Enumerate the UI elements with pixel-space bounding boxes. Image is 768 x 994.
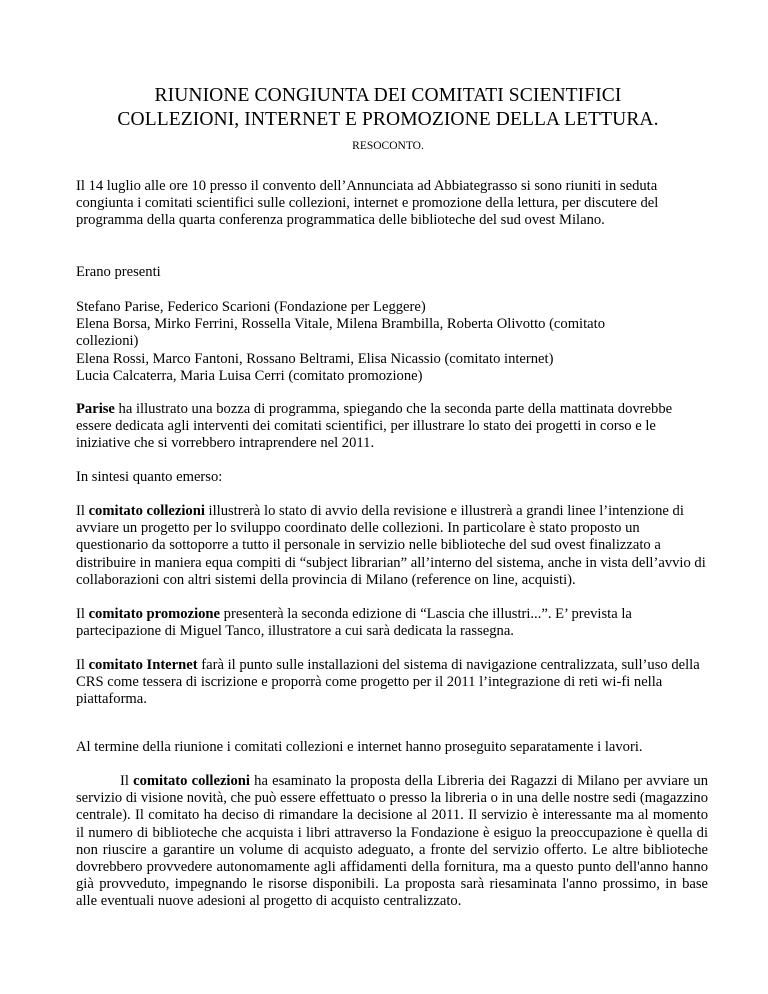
attendee-line: Elena Rossi, Marco Fantoni, Rossano Beltrami, Elisa Nicassio (comitato internet) (76, 350, 554, 367)
final-paragraph (76, 773, 708, 911)
attendee-line: Stefano Parise, Federico Scarioni (Fondazione per Leggere) (76, 299, 426, 315)
collezioni-label: comitato collezioni (88, 503, 205, 519)
document-title (76, 84, 700, 132)
final-label: comitato collezioni (133, 773, 250, 789)
parise-text: ha illustrato una bozza di programma, spiegando che la seconda parte della mattinata dovrebbe essere dedicata agli interventi dei comitati scientifici, per illustrare lo stato dei progetti in corso e le iniziative che si vorrebbero intraprendere nel 2011. (76, 401, 673, 452)
attendee-list (76, 299, 708, 385)
title-line-2: COLLEZIONI, INTERNET E PROMOZIONE DELLA LETTURA. (117, 109, 659, 130)
present-heading: Erano presenti (76, 264, 161, 280)
prefix: Il (76, 503, 89, 519)
title-line-1: RIUNIONE CONGIUNTA DEI COMITATI SCIENTIFICI (154, 85, 622, 106)
parise-name: Parise (76, 401, 115, 417)
prefix: Il (120, 773, 134, 789)
promozione-paragraph (76, 606, 708, 640)
promozione-text: presenterà la seconda edizione di “Lascia che illustri...”. E’ prevista la partecipazione di Miguel Tanco, illustratore a cui sarà dedicata la rassegna. (76, 606, 632, 640)
collezioni-paragraph (76, 503, 708, 589)
document-subtitle: RESOCONTO. (352, 140, 424, 152)
prefix: Il (76, 657, 89, 673)
internet-text: farà il punto sulle installazioni del sistema di navigazione centralizzata, sull’uso della CRS come tessera di iscrizione e proporrà come progetto per il 2011 l’integrazione di reti wi-fi nella piattaforma. (76, 657, 700, 708)
final-text: ha esaminato la proposta della Libreria dei Ragazzi di Milano per avviare un servizio di visione novità, che può essere effettuato o presso la libreria o in una delle nostre sedi (magazzino centrale). Il comitato ha deciso di rimandare la decisione al 2011. Il servizio è interessante ma al momento il numero di biblioteche che acquista i libri attraverso la Fondazione è esiguo la preoccupazione è quella di non riuscire a garantire un volume di acquisto adeguato, a fronte del servizio offerto. Le altre biblioteche dovrebbero provvedere autonomamente agli affidamenti della fornitura, ma a questo punto dell'anno hanno già provveduto, impegnando le risorse disponibili. La proposta sarà riesaminata l'anno prossimo, in base alle eventuali nuove adesioni al progetto di acquisto centralizzato. (76, 773, 708, 910)
internet-paragraph (76, 657, 708, 709)
intro-paragraph: Il 14 luglio alle ore 10 presso il convento dell’Annunciata ad Abbiategrasso si sono riuniti in seduta congiunta i comitati scientifici sulle collezioni, internet e promozione della lettura, per discutere del programma della quarta conferenza programmatica delle biblioteche del sud ovest Milano. (76, 178, 659, 229)
prefix: Il (76, 606, 89, 622)
attendee-line: Lucia Calcaterra, Maria Luisa Cerri (comitato promozione) (76, 367, 423, 384)
collezioni-text: illustrerà lo stato di avvio della revisione e illustrerà a grandi linee l’intenzione di avviare un progetto per lo sviluppo coordinato delle collezioni. In particolare è stato proposto un questionario da sottoporre a tutto il personale in servizio nelle biblioteche del sud ovest finalizzato a distribuire in maniera equa compiti di “subject librarian” all’interno del sistema, anche in vista dell’avvio di collaborazioni con altri sistemi della provincia di Milano (reference on line, acquisti). (76, 503, 706, 588)
summary-heading: In sintesi quanto emerso: (76, 469, 223, 485)
attendee-line: Elena Borsa, Mirko Ferrini, Rossella Vitale, Milena Brambilla, Roberta Olivotto (comitato collezioni) (76, 316, 605, 350)
internet-label: comitato Internet (88, 657, 198, 673)
parise-paragraph (76, 401, 708, 453)
promozione-label: comitato promozione (88, 606, 221, 622)
closing-paragraph: Al termine della riunione i comitati collezioni e internet hanno proseguito separatamente i lavori. (76, 739, 643, 755)
